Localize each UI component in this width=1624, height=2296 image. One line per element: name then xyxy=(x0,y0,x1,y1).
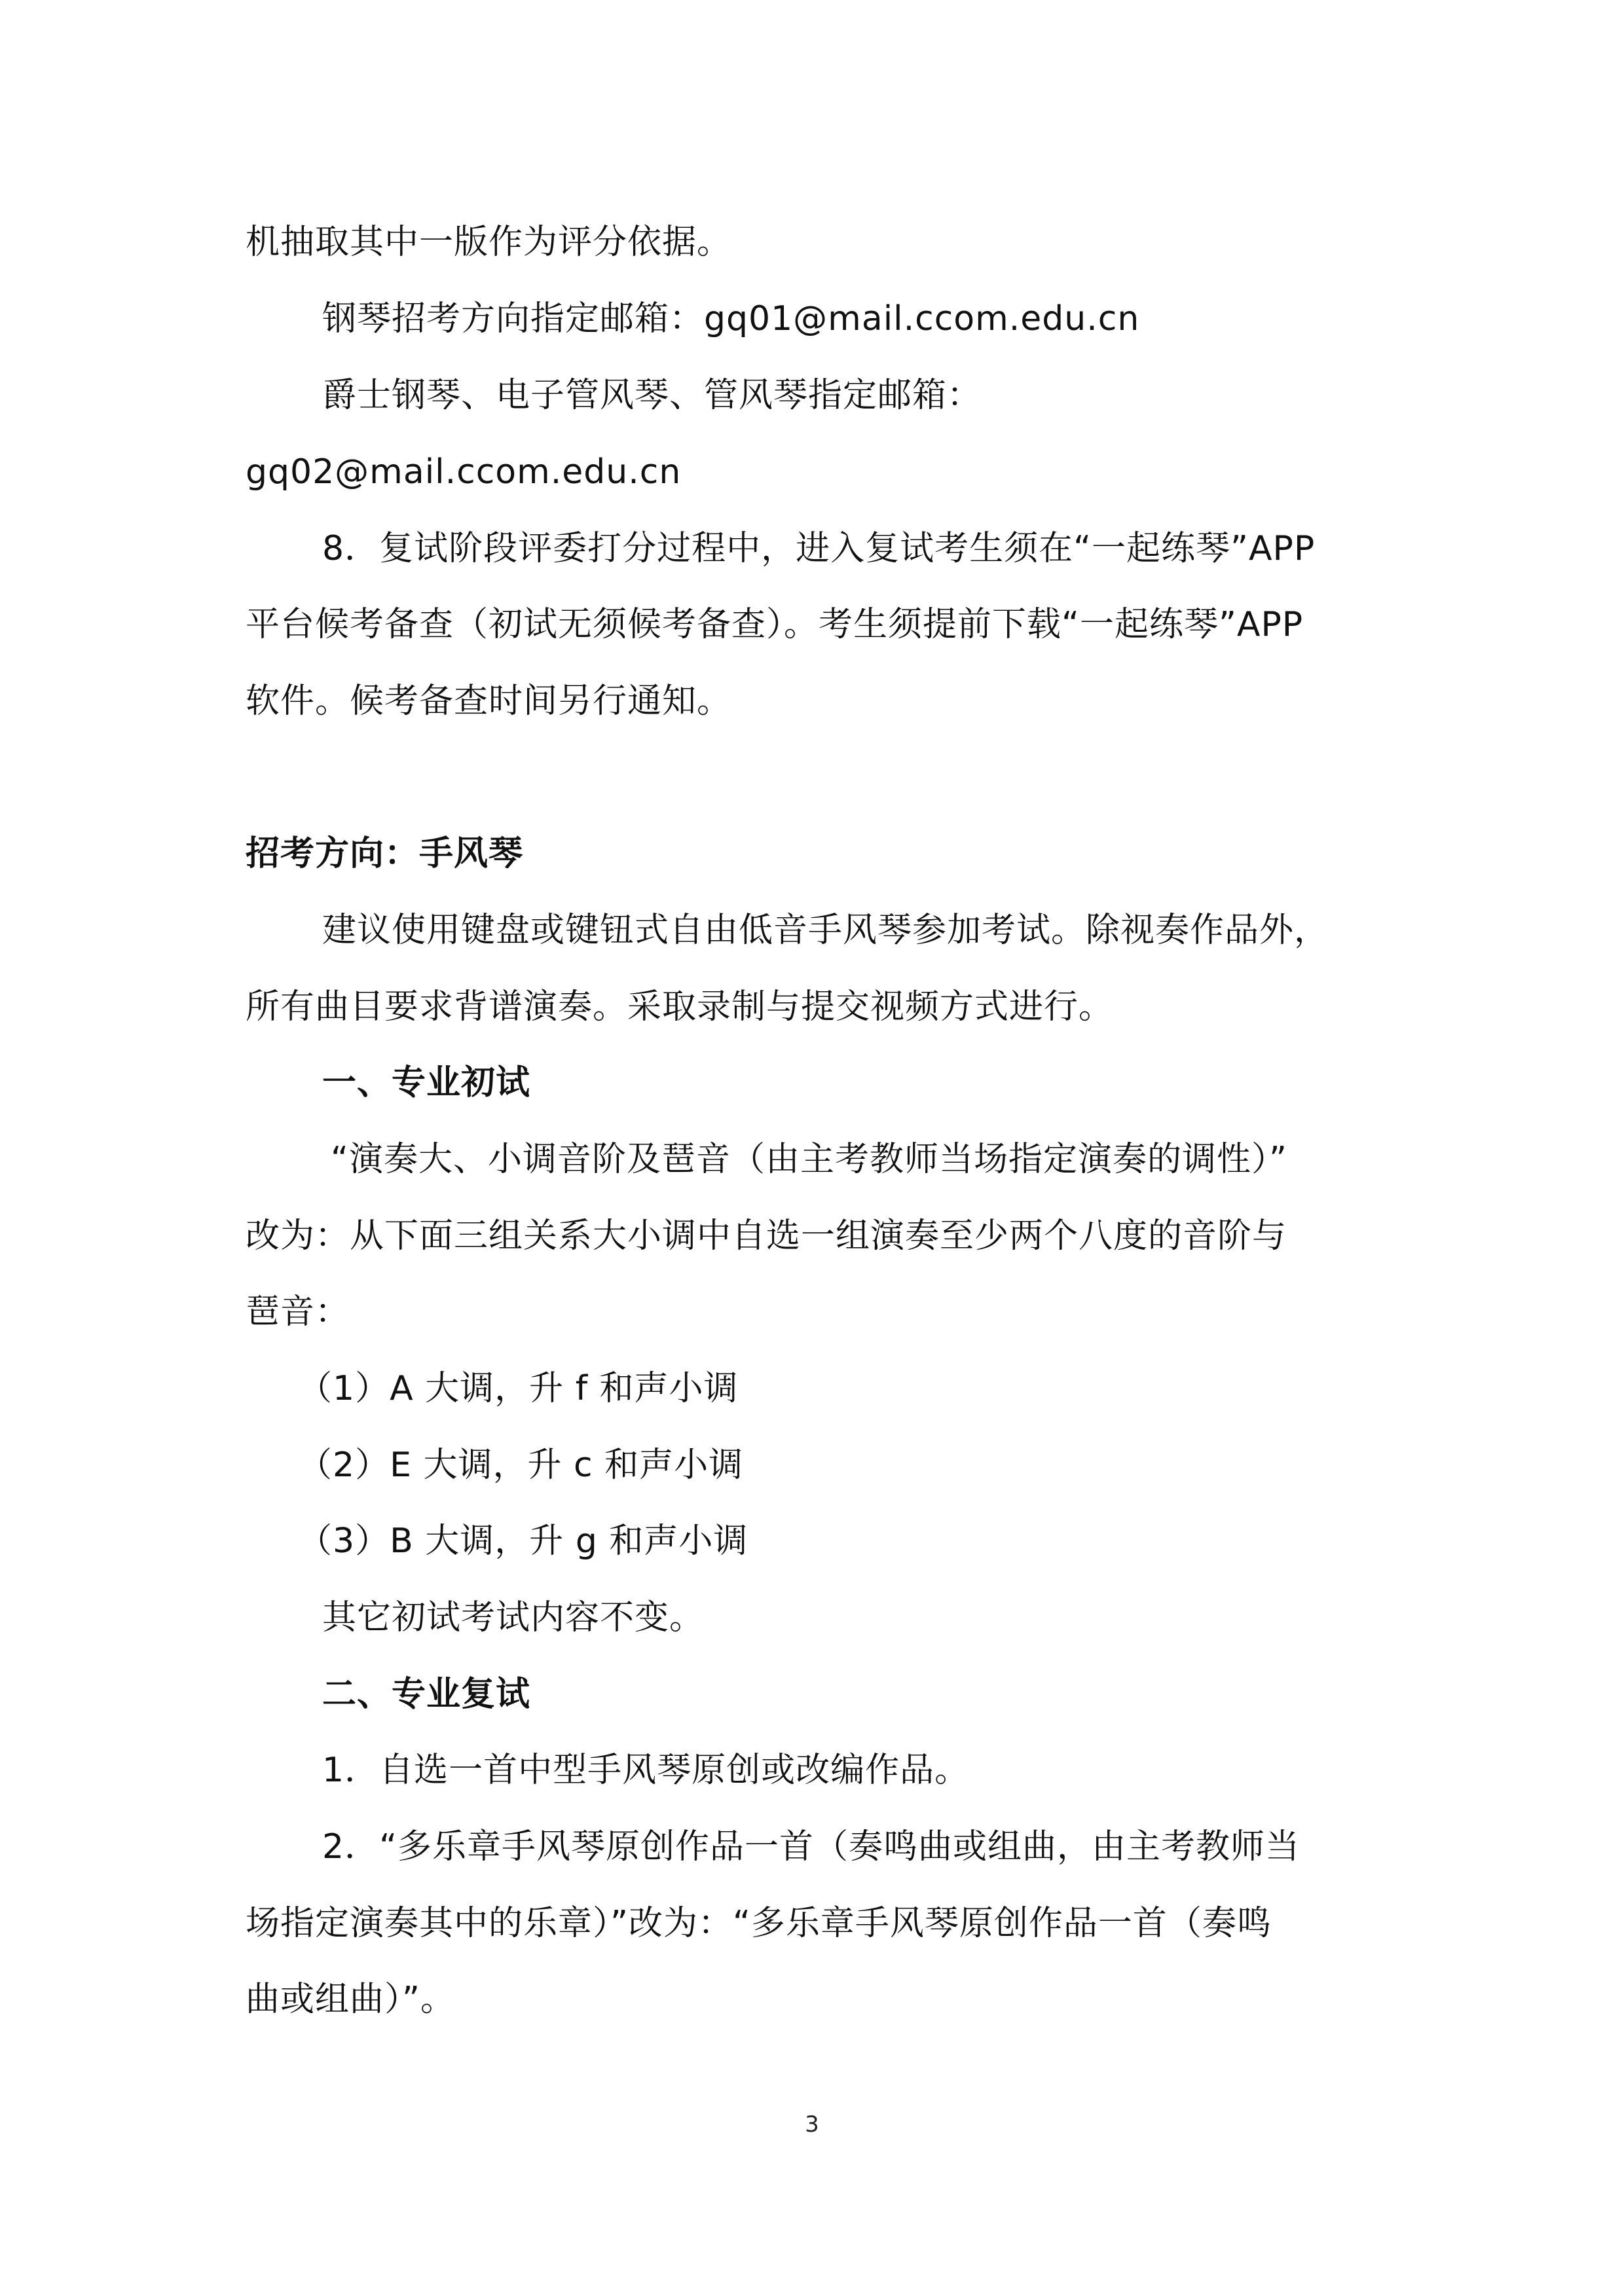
preliminary-change-line-1: “演奏大、小调音阶及琶音（由主考教师当场指定演奏的调性）” xyxy=(331,1140,1287,1179)
second-round-item-2-line-3: 曲或组曲）”。 xyxy=(246,1980,455,2019)
scale-option-2: （2）E 大调，升 c 和声小调 xyxy=(298,1446,744,1485)
accordion-intro-line-1: 建议使用键盘或键钮式自由低音手风琴参加考试。除视奏作品外， xyxy=(322,911,1329,950)
second-round-item-2-line-1: 2．“多乐章手风琴原创作品一首（奏鸣曲或组曲，由主考教师当 xyxy=(322,1827,1301,1867)
preliminary-change-line-3: 琶音： xyxy=(246,1292,350,1332)
second-round-item-1: 1．自选一首中型手风琴原创或改编作品。 xyxy=(322,1751,970,1790)
section-heading-accordion: 招考方向：手风琴 xyxy=(246,834,524,873)
paragraph-line: 机抽取其中一版作为评分依据。 xyxy=(246,223,732,262)
jazz-organ-email-label: 爵士钢琴、电子管风琴、管风琴指定邮箱： xyxy=(322,376,982,415)
piano-email-line: 钢琴招考方向指定邮箱：gq01@mail.ccom.edu.cn xyxy=(322,299,1140,338)
preliminary-unchanged-note: 其它初试考试内容不变。 xyxy=(322,1598,705,1637)
accordion-intro-line-2: 所有曲目要求背谱演奏。采取录制与提交视频方式进行。 xyxy=(246,987,1114,1027)
preliminary-change-line-2: 改为：从下面三组关系大小调中自选一组演奏至少两个八度的音阶与 xyxy=(246,1216,1287,1256)
item-8-line-2: 平台候考备查（初试无须候考备查）。考生须提前下载“一起练琴”APP xyxy=(246,605,1304,644)
subheading-preliminary: 一、专业初试 xyxy=(322,1063,531,1102)
scale-option-1: （1）A 大调，升 f 和声小调 xyxy=(298,1369,739,1408)
item-8-line-3: 软件。候考备查时间另行通知。 xyxy=(246,682,732,721)
subheading-second-round: 二、专业复试 xyxy=(322,1675,531,1714)
item-8-line-1: 8．复试阶段评委打分过程中，进入复试考生须在“一起练琴”APP xyxy=(322,529,1316,568)
page-number: 3 xyxy=(805,2111,819,2138)
scale-option-3: （3）B 大调，升 g 和声小调 xyxy=(298,1522,748,1561)
second-round-item-2-line-2: 场指定演奏其中的乐章）”改为：“多乐章手风琴原创作品一首（奏鸣 xyxy=(246,1904,1272,1943)
jazz-organ-email-address: gq02@mail.ccom.edu.cn xyxy=(246,452,682,492)
